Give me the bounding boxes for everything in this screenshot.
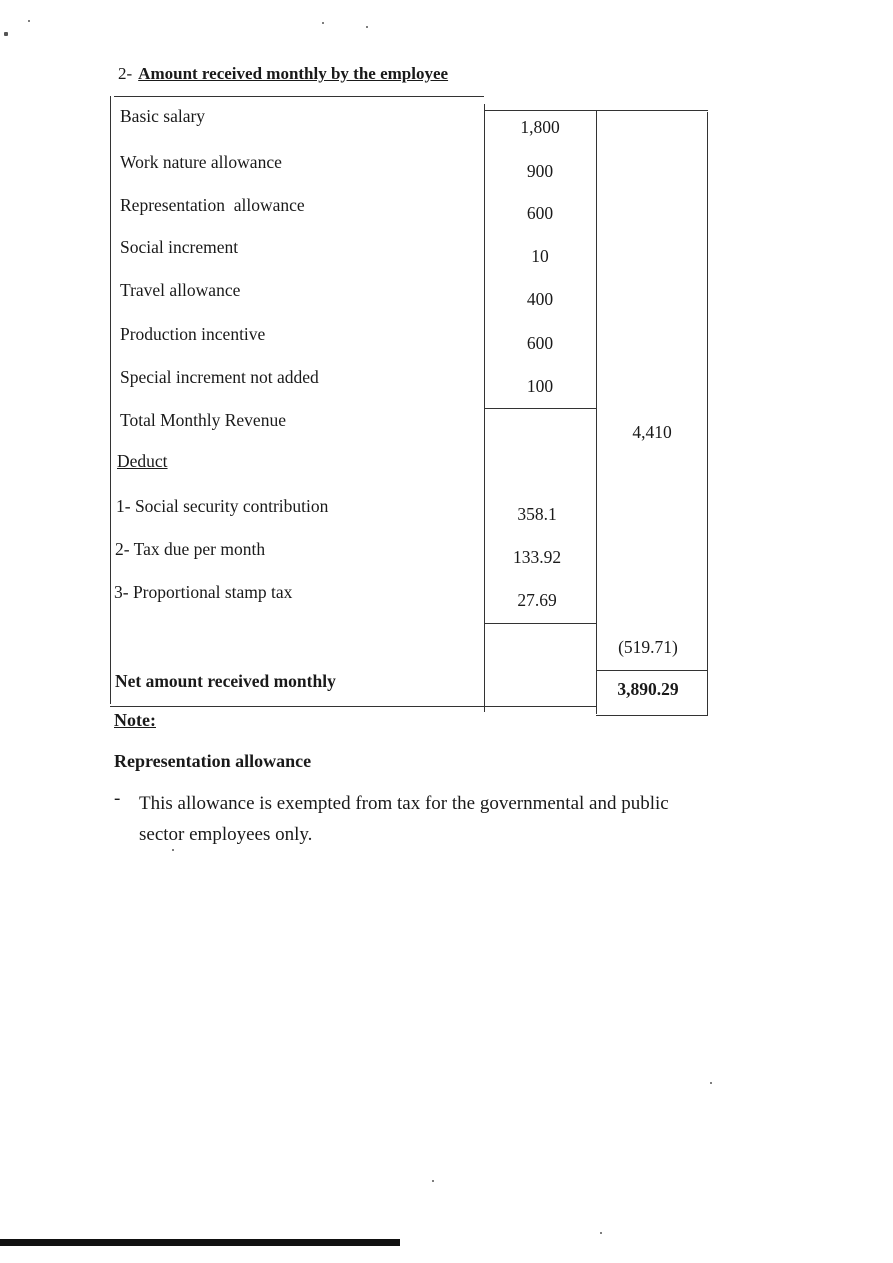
total-revenue-label: Total Monthly Revenue	[120, 410, 286, 430]
income-amount-social-increment: 10	[531, 246, 549, 266]
deductions-total-line	[484, 623, 596, 624]
total-revenue-amount: 4,410	[632, 422, 672, 442]
table-bottom-border	[110, 706, 596, 707]
deduction-label-tax: 2- Tax due per month	[115, 539, 266, 559]
deduction-amount-social-security: 358.1	[517, 504, 557, 524]
col2-left-border	[596, 110, 597, 714]
scan-speck	[600, 1232, 602, 1234]
scan-edge-bar	[0, 1239, 400, 1246]
net-box-bottom	[596, 715, 707, 716]
section-number: 2-	[118, 64, 133, 83]
section-title: Amount received monthly by the employee	[138, 64, 449, 83]
deduction-amount-stamp-tax: 27.69	[517, 590, 557, 610]
income-label-work-nature: Work nature allowance	[120, 152, 282, 172]
note-text: This allowance is exempted from tax for the governmental and public sector employees only.	[139, 793, 669, 845]
deduct-label: Deduct	[117, 451, 168, 471]
deduction-label-social-security: 1- Social security contribution	[116, 496, 329, 516]
table-right-border	[707, 112, 708, 716]
deduction-label-stamp-tax: 3- Proportional stamp tax	[114, 582, 293, 602]
scan-speck	[432, 1180, 434, 1182]
net-box-top	[596, 670, 707, 671]
income-label-special-increment: Special increment not added	[120, 367, 319, 387]
income-amount-production: 600	[526, 333, 554, 353]
income-amount-special-increment: 100	[526, 376, 554, 396]
net-amount-label: Net amount received monthly	[115, 671, 336, 691]
net-amount-value: 3,890.29	[617, 679, 679, 699]
income-amount-representation: 600	[526, 203, 554, 223]
table-left-border	[110, 96, 111, 704]
note-bullet: -	[114, 788, 121, 809]
income-amount-basic-salary: 1,800	[520, 117, 560, 137]
subtotal-line	[484, 408, 596, 409]
scan-speck	[4, 32, 8, 36]
income-label-basic-salary: Basic salary	[120, 106, 206, 126]
note-subtitle: Representation allowance	[114, 751, 312, 771]
deduction-amount-tax: 133.92	[512, 547, 562, 567]
scan-speck	[710, 1082, 712, 1084]
total-deductions-amount: (519.71)	[618, 637, 678, 657]
note-title: Note:	[114, 710, 156, 730]
income-label-travel: Travel allowance	[120, 280, 241, 300]
scan-speck	[172, 849, 174, 851]
table-top-border	[114, 96, 484, 97]
income-label-representation: Representation allowance	[120, 195, 305, 215]
income-amount-work-nature: 900	[526, 161, 554, 181]
scan-speck	[322, 22, 324, 24]
scan-speck	[28, 20, 30, 22]
income-label-social-increment: Social increment	[120, 237, 239, 257]
income-label-production: Production incentive	[120, 324, 266, 344]
income-amount-travel: 400	[526, 289, 554, 309]
scan-speck	[366, 26, 368, 28]
section-heading	[118, 64, 448, 84]
